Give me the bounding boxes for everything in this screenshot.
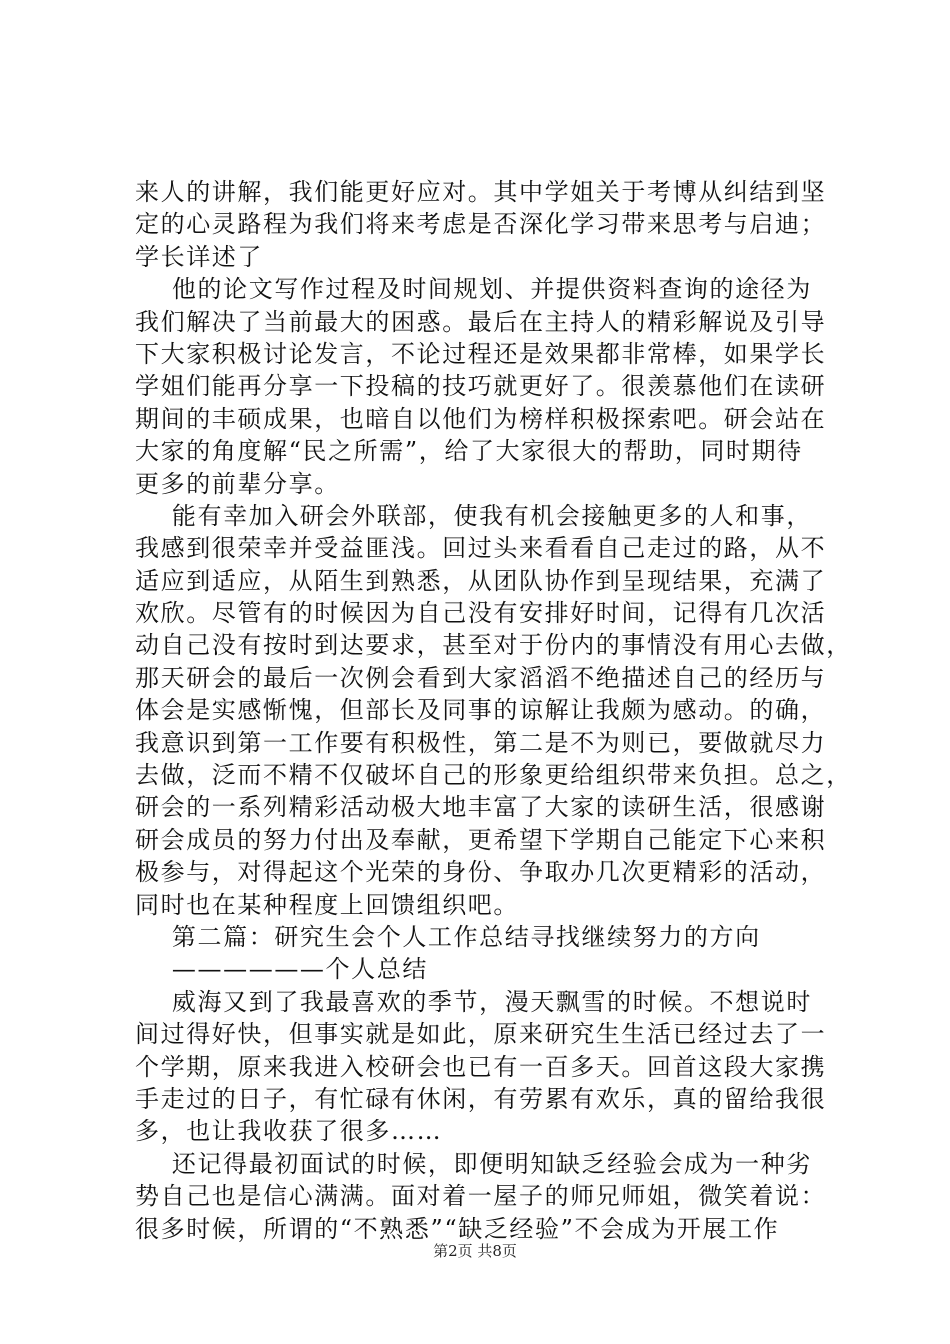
- text-line: 间过得好快，但事实就是如此，原来研究生生活已经过去了一: [135, 1020, 827, 1049]
- text-line: 手走过的日子，有忙碌有休闲，有劳累有欢乐，真的留给我很: [135, 1084, 827, 1113]
- text-line: 我感到很荣幸并受益匪浅。回过头来看看自己走过的路，从不: [135, 534, 827, 563]
- text-line: 威海又到了我最喜欢的季节，漫天飘雪的时候。不想说时: [135, 987, 812, 1016]
- text-line: 体会是实感惭愧，但部长及同事的谅解让我颇为感动。的确，: [135, 696, 827, 725]
- section-heading: 第二篇：研究生会个人工作总结寻找继续努力的方向: [135, 922, 761, 951]
- text-line: 欢欣。尽管有的时候因为自己没有安排好时间，记得有几次活: [135, 599, 827, 628]
- text-line: 我们解决了当前最大的困惑。最后在主持人的精彩解说及引导: [135, 307, 827, 336]
- text-line: 定的心灵路程为我们将来考虑是否深化学习带来思考与启迪；: [135, 210, 827, 239]
- text-line: 个学期，原来我进入校研会也已有一百多天。回首这段大家携: [135, 1052, 827, 1081]
- text-line: 势自己也是信心满满。面对着一屋子的师兄师姐，微笑着说：: [135, 1182, 827, 1211]
- text-line: 他的论文写作过程及时间规划、并提供资料查询的途径为: [135, 275, 812, 304]
- text-line: 还记得最初面试的时候，即便明知缺乏经验会成为一种劣: [135, 1149, 812, 1178]
- text-line: 学姐们能再分享一下投稿的技巧就更好了。很羡慕他们在读研: [135, 372, 827, 401]
- text-line: 同时也在某种程度上回馈组织吧。: [135, 890, 519, 919]
- page-number-footer: 第2页 共8页: [433, 1242, 517, 1260]
- text-line: 大家的角度解“民之所需”，给了大家很大的帮助，同时期待: [135, 437, 803, 466]
- text-line: 动自己没有按时到达要求，甚至对于份内的事情没有用心去做，: [135, 631, 852, 660]
- text-line: 研会的一系列精彩活动极大地丰富了大家的读研生活，很感谢: [135, 793, 827, 822]
- text-line: 能有幸加入研会外联部，使我有机会接触更多的人和事，: [135, 501, 812, 530]
- text-line: 很多时候，所谓的“不熟悉”“缺乏经验”不会成为开展工作: [135, 1214, 780, 1243]
- text-line: 那天研会的最后一次例会看到大家滔滔不绝描述自己的经历与: [135, 663, 827, 692]
- text-line: 研会成员的努力付出及奉献，更希望下学期自己能定下心来积: [135, 825, 827, 854]
- text-line: 我意识到第一工作要有积极性，第二是不为则已，要做就尽力: [135, 728, 827, 757]
- text-line: 多，也让我收获了很多……: [135, 1117, 443, 1146]
- text-line: 期间的丰硕成果，也暗自以他们为榜样积极探索吧。研会站在: [135, 404, 827, 433]
- text-line: 适应到适应，从陌生到熟悉，从团队协作到呈现结果，充满了: [135, 566, 827, 595]
- text-line: 下大家积极讨论发言，不论过程还是效果都非常棒，如果学长: [135, 339, 827, 368]
- document-body: [135, 176, 852, 1245]
- text-line: 学长详述了: [135, 242, 263, 271]
- text-line: 来人的讲解，我们能更好应对。其中学姐关于考博从纠结到坚: [135, 178, 827, 206]
- text-line: 更多的前辈分享。: [135, 469, 340, 498]
- section-subheading: ——————个人总结: [135, 955, 428, 984]
- text-line: 去做，泛而不精不仅破坏自己的形象更给组织带来负担。总之，: [135, 761, 852, 790]
- text-line: 极参与，对得起这个光荣的身份、争取办几次更精彩的活动，: [135, 858, 827, 887]
